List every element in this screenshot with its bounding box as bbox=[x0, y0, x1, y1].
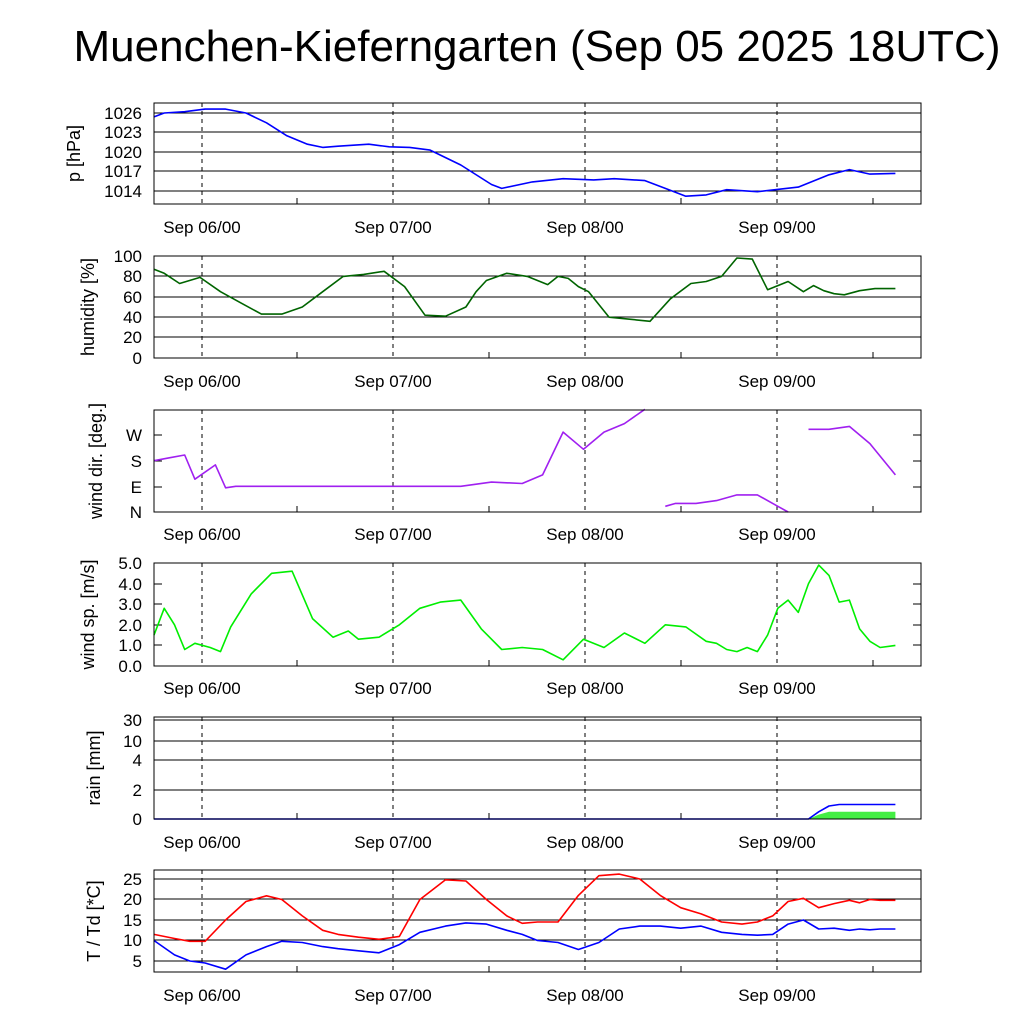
series-line bbox=[154, 409, 895, 512]
x-tick-label: Sep 09/00 bbox=[738, 218, 816, 237]
series-line bbox=[154, 109, 895, 196]
x-tick-label: Sep 09/00 bbox=[738, 679, 816, 698]
x-tick-label: Sep 09/00 bbox=[738, 986, 816, 1005]
x-tick-label: Sep 07/00 bbox=[354, 833, 432, 852]
y-tick-label: 1017 bbox=[104, 162, 142, 181]
y-tick-label: 1020 bbox=[104, 143, 142, 162]
y-tick-label: S bbox=[130, 452, 142, 471]
y-tick-label: 80 bbox=[123, 267, 142, 286]
y-tick-label: 4 bbox=[132, 751, 142, 770]
y-tick-label: 3.0 bbox=[118, 595, 142, 614]
y-tick-label: 20 bbox=[123, 890, 142, 909]
y-tick-label: 1023 bbox=[104, 123, 142, 142]
y-tick-label: 25 bbox=[123, 870, 142, 889]
y-tick-label: 2.0 bbox=[118, 616, 142, 635]
y-tick-label: 60 bbox=[123, 288, 142, 307]
x-tick-label: Sep 06/00 bbox=[163, 372, 241, 391]
series-line bbox=[154, 805, 895, 820]
y-axis-label: T / Td [*C] bbox=[84, 880, 104, 962]
y-tick-label: 1026 bbox=[104, 104, 142, 123]
y-tick-label: 1.0 bbox=[118, 636, 142, 655]
x-tick-label: Sep 07/00 bbox=[354, 986, 432, 1005]
x-tick-label: Sep 08/00 bbox=[546, 833, 624, 852]
x-tick-label: Sep 06/00 bbox=[163, 218, 241, 237]
series-line bbox=[154, 258, 895, 321]
y-axis-label: p [hPa] bbox=[64, 124, 84, 183]
x-tick-label: Sep 06/00 bbox=[163, 986, 241, 1005]
y-axis-label: wind dir. [deg.] bbox=[86, 402, 106, 520]
y-axis-label: rain [mm] bbox=[84, 730, 104, 806]
panel-frame bbox=[154, 256, 921, 358]
series-line bbox=[154, 565, 895, 660]
x-tick-label: Sep 09/00 bbox=[738, 833, 816, 852]
panel-frame bbox=[154, 103, 921, 204]
x-tick-label: Sep 08/00 bbox=[546, 679, 624, 698]
y-tick-label: 100 bbox=[113, 247, 142, 266]
y-tick-label: 0 bbox=[132, 349, 142, 368]
y-tick-label: 0.0 bbox=[118, 657, 142, 676]
y-tick-label: 10 bbox=[123, 732, 142, 751]
x-tick-label: Sep 07/00 bbox=[354, 218, 432, 237]
x-tick-label: Sep 09/00 bbox=[738, 525, 816, 544]
y-tick-label: 0 bbox=[132, 810, 142, 829]
x-tick-label: Sep 08/00 bbox=[546, 986, 624, 1005]
x-tick-label: Sep 07/00 bbox=[354, 525, 432, 544]
y-tick-label: 4.0 bbox=[118, 575, 142, 594]
x-tick-label: Sep 09/00 bbox=[738, 372, 816, 391]
x-tick-label: Sep 07/00 bbox=[354, 372, 432, 391]
panel-frame bbox=[154, 563, 921, 666]
x-tick-label: Sep 08/00 bbox=[546, 525, 624, 544]
x-tick-label: Sep 06/00 bbox=[163, 525, 241, 544]
panel-frame bbox=[154, 717, 921, 819]
y-tick-label: 20 bbox=[123, 328, 142, 347]
x-tick-label: Sep 07/00 bbox=[354, 679, 432, 698]
y-tick-label: N bbox=[129, 503, 142, 522]
y-tick-label: 5.0 bbox=[118, 554, 142, 573]
series-line bbox=[154, 920, 895, 969]
x-tick-label: Sep 06/00 bbox=[163, 679, 241, 698]
x-tick-label: Sep 08/00 bbox=[546, 218, 624, 237]
y-axis-label: wind sp. [m/s] bbox=[78, 559, 98, 670]
chart-title: Muenchen-Kieferngarten (Sep 05 2025 18UTC) bbox=[73, 22, 1001, 71]
y-tick-label: 5 bbox=[132, 952, 142, 971]
x-tick-label: Sep 08/00 bbox=[546, 372, 624, 391]
y-tick-label: 1014 bbox=[104, 182, 142, 201]
series-line bbox=[154, 874, 895, 941]
y-axis-label: humidity [%] bbox=[78, 257, 98, 357]
y-tick-label: 30 bbox=[123, 711, 142, 730]
y-tick-label: 10 bbox=[123, 931, 142, 950]
y-tick-label: E bbox=[130, 478, 142, 497]
y-tick-label: W bbox=[125, 426, 142, 445]
panel-frame bbox=[154, 410, 921, 512]
rain-area bbox=[154, 812, 895, 819]
y-tick-label: 15 bbox=[123, 911, 142, 930]
x-tick-label: Sep 06/00 bbox=[163, 833, 241, 852]
y-tick-label: 40 bbox=[123, 308, 142, 327]
y-tick-label: 2 bbox=[132, 781, 142, 800]
